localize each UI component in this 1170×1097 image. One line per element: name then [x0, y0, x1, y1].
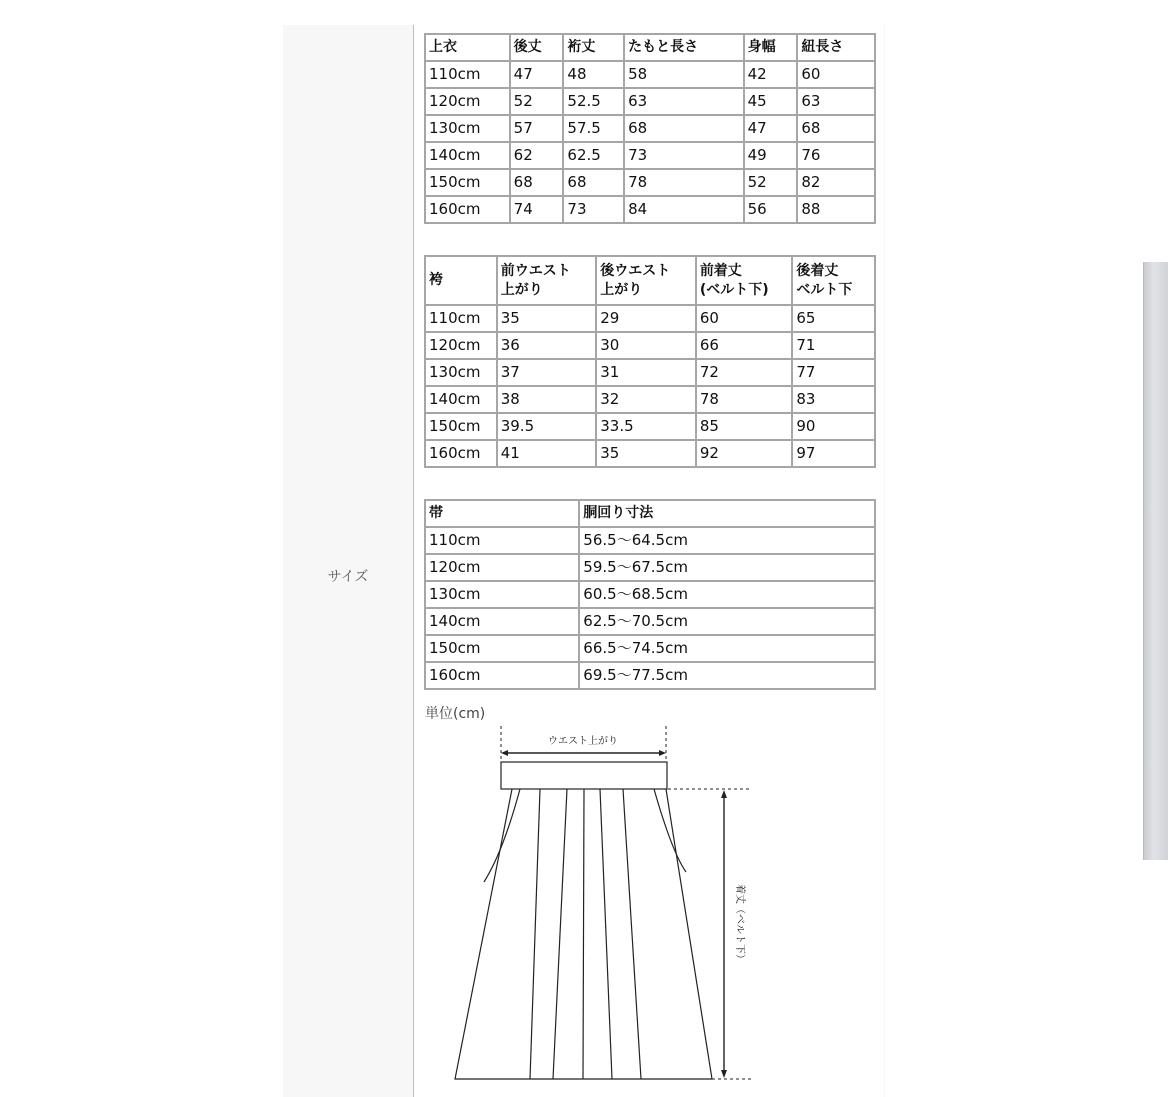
table-cell: 88 — [797, 196, 875, 223]
header-line: 上がり — [500, 281, 543, 298]
table-cell: 60 — [696, 305, 793, 332]
table-row — [425, 359, 875, 386]
table-cell: 68 — [797, 115, 875, 142]
table-cell: 38 — [497, 386, 597, 413]
header-cell: たもと長さ — [624, 34, 743, 61]
header-line: 袴 — [429, 272, 443, 288]
table-cell: 62.5 — [563, 142, 624, 169]
table-cell: 120cm — [425, 332, 497, 359]
table-cell: 65 — [792, 305, 875, 332]
table-cell: 74 — [510, 196, 564, 223]
header-line: 後ウエスト — [600, 262, 671, 279]
table-cell: 48 — [563, 61, 624, 88]
table-cell: 60 — [797, 61, 875, 88]
table-cell: 62 — [510, 142, 564, 169]
header-line: 前着丈 — [699, 262, 742, 279]
hakama-size-table — [424, 255, 876, 468]
table-cell: 52.5 — [563, 88, 624, 115]
header-cell: 裄丈 — [563, 34, 624, 61]
table-cell: 78 — [624, 169, 743, 196]
table-row — [425, 142, 875, 169]
table-cell: 110cm — [425, 527, 579, 554]
header-cell: 後丈 — [510, 34, 564, 61]
table-cell: 140cm — [425, 608, 579, 635]
table-header-row — [425, 34, 875, 61]
skirt-outline — [455, 762, 712, 1079]
header-cell: 上衣 — [425, 34, 510, 61]
table-cell: 45 — [744, 88, 798, 115]
table-cell: 35 — [497, 305, 597, 332]
table-cell: 39.5 — [497, 413, 597, 440]
table-cell: 71 — [792, 332, 875, 359]
top-size-table — [424, 33, 876, 224]
table-cell: 62.5〜70.5cm — [579, 608, 875, 635]
header-cell — [425, 256, 497, 305]
table-cell: 160cm — [425, 196, 510, 223]
header-line: ベルト下 — [796, 281, 853, 298]
table-cell: 150cm — [425, 413, 497, 440]
table-cell: 92 — [696, 440, 793, 467]
table-cell: 97 — [792, 440, 875, 467]
table-row — [425, 581, 875, 608]
table-cell: 140cm — [425, 386, 497, 413]
table-cell: 60.5〜68.5cm — [579, 581, 875, 608]
table-cell: 36 — [497, 332, 597, 359]
table-row — [425, 554, 875, 581]
table-cell: 83 — [792, 386, 875, 413]
table-cell: 76 — [797, 142, 875, 169]
table-cell: 85 — [696, 413, 793, 440]
header-cell: 帯 — [425, 500, 579, 527]
table-cell: 72 — [696, 359, 793, 386]
table-cell: 59.5〜67.5cm — [579, 554, 875, 581]
table-cell: 69.5〜77.5cm — [579, 662, 875, 689]
header-cell: 紐長さ — [797, 34, 875, 61]
header-line: 前ウエスト — [500, 262, 571, 279]
table-row — [425, 115, 875, 142]
table-cell: 130cm — [425, 115, 510, 142]
label-column — [283, 25, 414, 1097]
table-cell: 84 — [624, 196, 743, 223]
header-cell: 身幅 — [744, 34, 798, 61]
table-cell: 82 — [797, 169, 875, 196]
table-cell: 68 — [624, 115, 743, 142]
header-cell — [497, 256, 597, 305]
table-cell: 78 — [696, 386, 793, 413]
table-row — [425, 386, 875, 413]
table-cell: 68 — [563, 169, 624, 196]
table-cell: 57.5 — [563, 115, 624, 142]
table-cell: 63 — [624, 88, 743, 115]
table-header-row — [425, 500, 875, 527]
table-cell: 47 — [744, 115, 798, 142]
hakama-diagram — [440, 722, 760, 1094]
table-cell: 41 — [497, 440, 597, 467]
table-row — [425, 88, 875, 115]
table-cell: 140cm — [425, 142, 510, 169]
table-cell: 120cm — [425, 554, 579, 581]
table-cell: 33.5 — [596, 413, 696, 440]
table-cell: 73 — [624, 142, 743, 169]
table-cell: 58 — [624, 61, 743, 88]
scrollbar-thumb[interactable] — [1143, 262, 1168, 860]
table-cell: 56 — [744, 196, 798, 223]
header-cell — [792, 256, 875, 305]
table-cell: 68 — [510, 169, 564, 196]
table-cell: 160cm — [425, 440, 497, 467]
waist-label: ウエスト上がり — [548, 736, 618, 747]
size-row-label: サイズ — [327, 569, 369, 585]
table-row — [425, 440, 875, 467]
table-cell: 42 — [744, 61, 798, 88]
header-line: 上がり — [600, 281, 643, 298]
table-cell: 66.5〜74.5cm — [579, 635, 875, 662]
table-cell: 31 — [596, 359, 696, 386]
table-row — [425, 662, 875, 689]
table-cell: 30 — [596, 332, 696, 359]
header-cell: 胴回り寸法 — [579, 500, 875, 527]
obi-size-table — [424, 499, 876, 690]
table-cell: 110cm — [425, 61, 510, 88]
table-cell: 110cm — [425, 305, 497, 332]
table-row — [425, 635, 875, 662]
table-header-row — [425, 256, 875, 305]
table-cell: 130cm — [425, 581, 579, 608]
table-cell: 47 — [510, 61, 564, 88]
table-cell: 37 — [497, 359, 597, 386]
table-cell: 52 — [510, 88, 564, 115]
table-cell: 52 — [744, 169, 798, 196]
header-line: (ベルト下) — [699, 281, 769, 298]
table-cell: 73 — [563, 196, 624, 223]
table-row — [425, 169, 875, 196]
unit-label: 単位(cm) — [425, 706, 486, 722]
table-cell: 35 — [596, 440, 696, 467]
table-row — [425, 332, 875, 359]
table-row — [425, 527, 875, 554]
header-cell — [596, 256, 696, 305]
table-row — [425, 305, 875, 332]
length-label: 着丈（ベルト下） — [734, 884, 745, 964]
table-cell: 49 — [744, 142, 798, 169]
table-cell: 160cm — [425, 662, 579, 689]
table-cell: 90 — [792, 413, 875, 440]
table-cell: 57 — [510, 115, 564, 142]
header-cell — [696, 256, 793, 305]
table-row — [425, 61, 875, 88]
table-cell: 150cm — [425, 169, 510, 196]
table-cell: 66 — [696, 332, 793, 359]
table-cell: 77 — [792, 359, 875, 386]
table-row — [425, 608, 875, 635]
table-cell: 29 — [596, 305, 696, 332]
table-cell: 150cm — [425, 635, 579, 662]
table-cell: 56.5〜64.5cm — [579, 527, 875, 554]
table-cell: 120cm — [425, 88, 510, 115]
table-row — [425, 196, 875, 223]
table-cell: 63 — [797, 88, 875, 115]
table-cell: 130cm — [425, 359, 497, 386]
table-row — [425, 413, 875, 440]
header-line: 後着丈 — [796, 262, 839, 279]
table-cell: 32 — [596, 386, 696, 413]
